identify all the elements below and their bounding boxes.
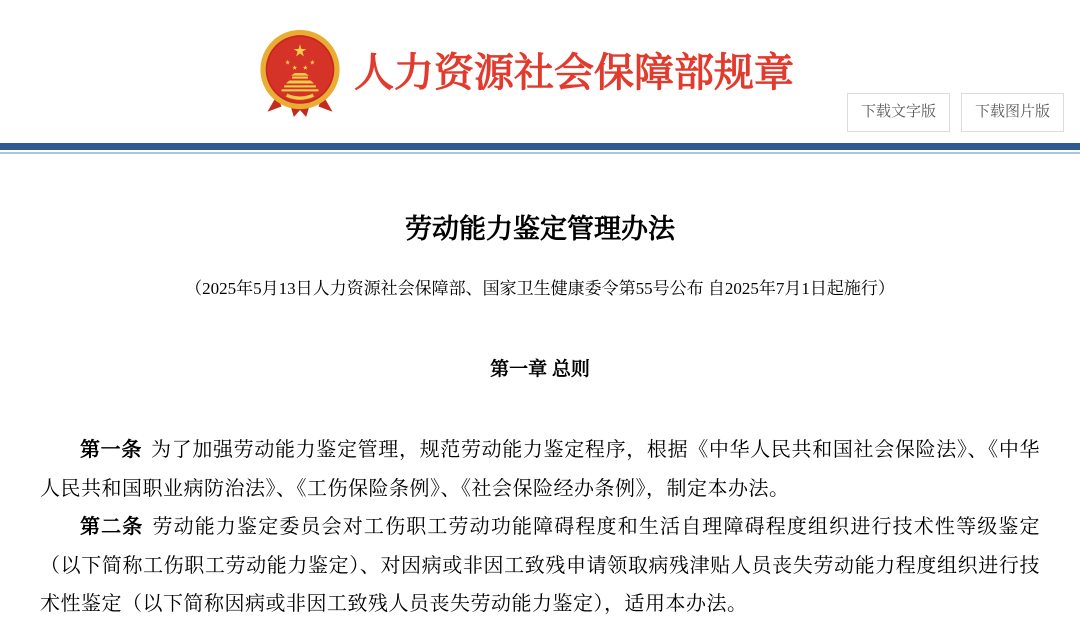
article-1-text: 为了加强劳动能力鉴定管理，规范劳动能力鉴定程序，根据《中华人民共和国社会保险法》、《中华人民共和国职业病防治法》、《工伤保险条例》、《社会保险经办条例》，制定本办法。 [40,439,1041,500]
download-image-version-button[interactable]: 下载图片版 [961,93,1064,132]
download-text-version-button[interactable]: 下载文字版 [847,93,950,132]
article-2-text: 劳动能力鉴定委员会对工伤职工劳动功能障碍程度和生活自理障碍程度组织进行技术性等级鉴定（以下简称工伤职工劳动能力鉴定）、对因病或非因工致残申请领取病残津贴人员丧失劳动能力程度组织进行技术性鉴定（以下简称因病或非因工致残人员丧失劳动能力鉴定），适用本办法。 [40,516,1041,615]
download-buttons [847,93,1064,132]
article-1-paragraph [40,431,1040,508]
china-national-emblem-icon [256,28,344,118]
header-brand [256,28,794,118]
article-1-number: 第一条 [80,439,142,461]
article-2-paragraph [40,508,1040,624]
article-2-number: 第二条 [80,516,144,538]
header-divider [0,143,1080,154]
divider-dark-bar [0,143,1080,150]
document-title: 劳动能力鉴定管理办法 [405,214,675,244]
document-body [0,207,1080,624]
page-header [0,0,1080,143]
chapter-heading: 第一章 总则 [490,359,590,380]
divider-light-bar [0,152,1080,154]
agency-title: 人力资源社会保障部规章 [354,50,794,95]
promulgation-note: （2025年5月13日人力资源社会保障部、国家卫生健康委令第55号公布 自2025年7月1日起施行） [185,279,895,298]
